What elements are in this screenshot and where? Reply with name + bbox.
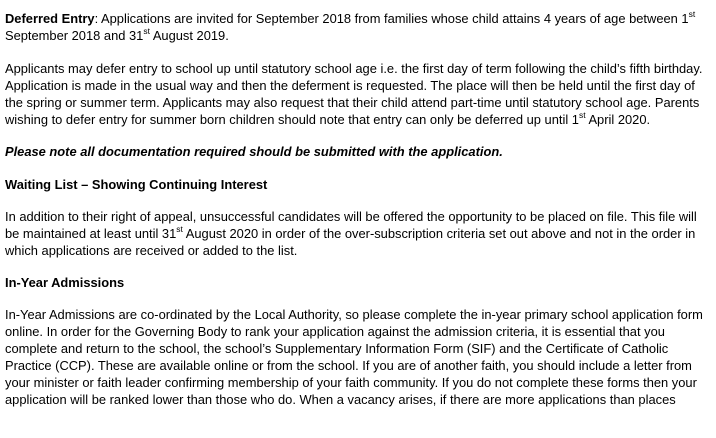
waiting-list-text-2: August 2020 in order of the over-subscription criteria set out above and not in the order in which applications are received or added to the list. [5, 226, 696, 258]
defer-text-2: April 2020. [585, 112, 651, 127]
ordinal-suffix: st [143, 25, 150, 36]
waiting-list-text-1: In addition to their right of appeal, unsuccessful candidates will be offered the opportunity to be placed on file. This file will be maintained at least until 31 [5, 209, 697, 241]
ordinal-suffix: st [578, 109, 586, 120]
in-year-heading: In-Year Admissions [5, 275, 125, 290]
deferred-entry-text-2: September 2018 and 31 [5, 28, 144, 43]
waiting-list-paragraph [5, 208, 710, 259]
waiting-list-heading: Waiting List – Showing Continuing Interest [5, 177, 268, 192]
ordinal-suffix: st [688, 8, 696, 19]
deferred-entry-text-3: August 2019. [149, 28, 229, 43]
defer-paragraph [5, 60, 710, 128]
deferred-entry-paragraph [5, 10, 710, 44]
in-year-paragraph: In-Year Admissions are co-ordinated by the Local Authority, so please complete the in-year primary school application form online. In order for the Governing Body to rank your application against the admission criteria, it is essential that you complete and return to the school, the school’s Supplementary Information Form (SIF) and the Certificate of Catholic Practice (CCP). These are available online or from the school. If you are of another faith, you should include a letter from your minister or faith leader confirming membership of your faith community. If you do not complete these forms then your application will be ranked lower than those who do. When a vacancy arises, if there are more applications than places [5, 307, 703, 407]
ordinal-suffix: st [176, 223, 183, 234]
defer-text-1: Applicants may defer entry to school up until statutory school age i.e. the first day of term following the child’s fifth birthday. Application is made in the usual way and then the deferment is requested. The place will then be held until the first day of the spring or summer term. Applicants may also request that their child attend part-time until statutory school age. Parents wishing to defer entry for summer born children should note that entry can only be deferred up until 1 [5, 61, 703, 127]
deferred-entry-text-1: : Applications are invited for September 2018 from families whose child attains 4 years of age between 1 [94, 11, 689, 26]
deferred-entry-label: Deferred Entry [5, 11, 95, 26]
documentation-note: Please note all documentation required should be submitted with the application. [5, 144, 503, 159]
